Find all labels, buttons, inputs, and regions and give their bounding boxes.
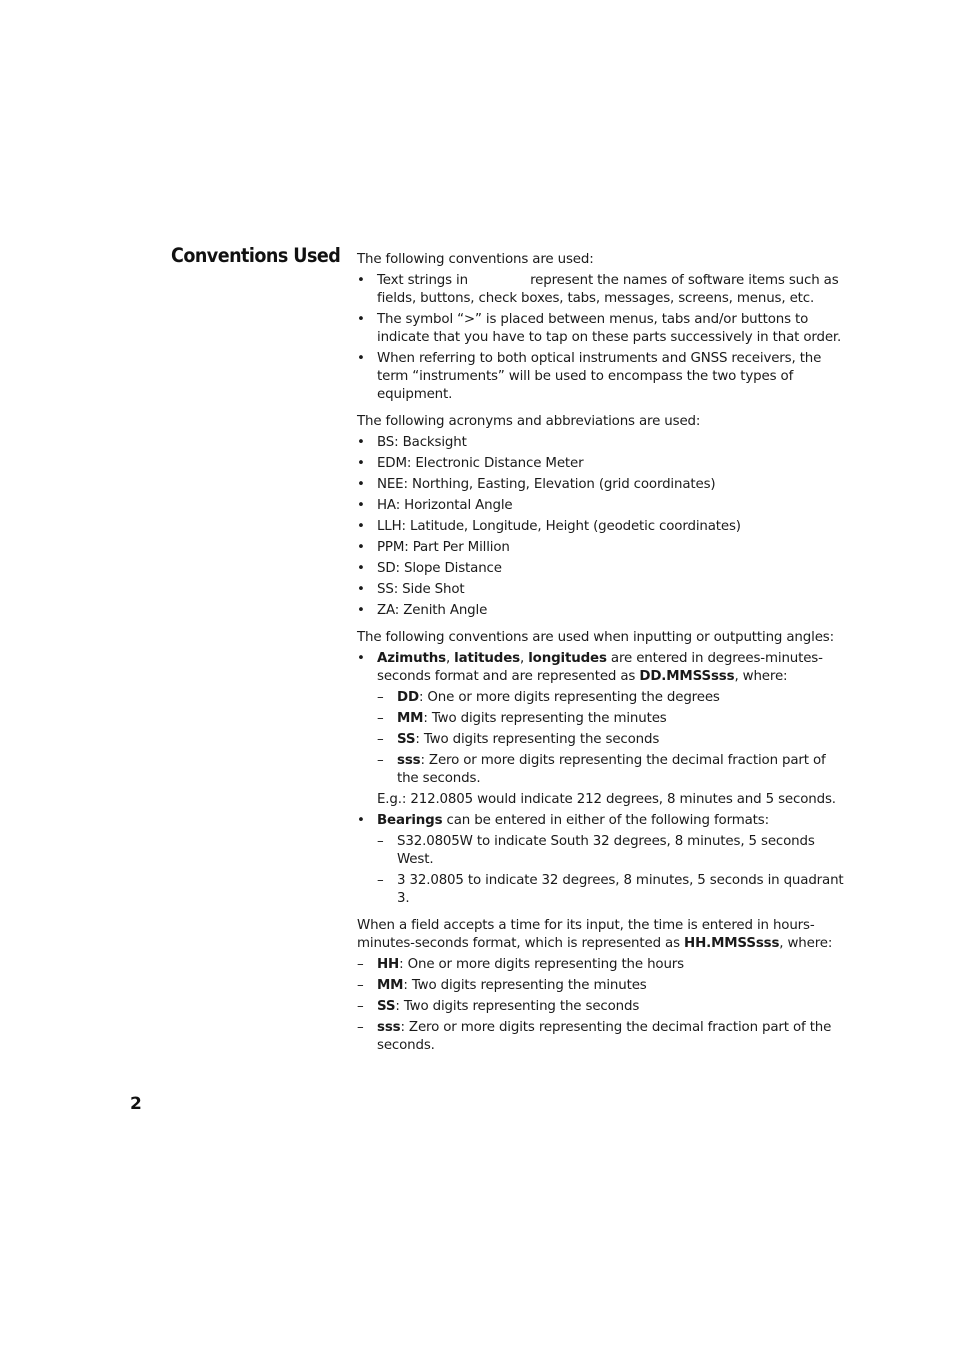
page-number: 2 [130,1094,142,1114]
bearings-text: can be entered in either of the following formats: [442,813,769,828]
acronym-item: • NEE: Northing, Easting, Elevation (grid coordinates) [357,476,849,494]
azimuth-format: DD.MMSSsss [639,669,735,684]
list-item: • When referring to both optical instruments and GNSS receivers, the term “instruments” will be used to encompass the two types of equipment. [357,350,849,404]
format-part [357,1019,849,1055]
format-part [357,998,849,1016]
conventions-list [357,272,849,404]
format-key: SS [377,999,396,1014]
acronym-item: • BS: Backsight [357,434,849,452]
term-longitudes: longitudes [528,651,607,666]
time-text: When a field accepts a time for its input, the time is entered in hours-minutes-seconds format, which is represented as [357,918,815,951]
format-part [357,977,849,995]
separator: , [520,651,529,666]
acronym-item: • ZA: Zenith Angle [357,602,849,620]
format-part [377,710,849,728]
acronyms-list [357,434,849,620]
format-desc: : Two digits representing the minutes [403,978,647,993]
azimuth-format-parts [377,689,849,788]
angles-intro: The following conventions are used when inputting or outputting angles: [357,630,834,645]
format-desc: : One or more digits representing the hours [399,957,684,972]
azimuths-item [357,650,849,809]
format-key: MM [377,978,404,993]
acronym-item: • PPM: Part Per Million [357,539,849,557]
term-azimuths: Azimuths [377,651,446,666]
time-format: HH.MMSSsss [684,936,780,951]
format-key: MM [397,711,424,726]
acronym-item: • EDM: Electronic Distance Meter [357,455,849,473]
format-part [377,689,849,707]
bearings-item [357,812,849,908]
item-text-post: represent the names of software items such as fields, buttons, check boxes, tabs, messages, screens, menus, etc. [377,273,839,306]
item-text-pre: Text strings in [377,273,468,288]
list-item: • The symbol “>” is placed between menus, tabs and/or buttons to indicate that you have to tap on these parts successively in that order. [357,311,849,347]
format-key: sss [397,753,421,768]
main-content [357,251,849,1058]
time-format-parts [357,956,849,1055]
acronyms-intro: The following acronyms and abbreviations are used: [357,414,701,429]
format-key: DD [397,690,419,705]
azimuths-text: are entered in degrees-minutes-seconds format and are represented as [377,651,823,684]
format-part [377,731,849,749]
acronym-item: • SD: Slope Distance [357,560,849,578]
acronym-item: • HA: Horizontal Angle [357,497,849,515]
format-part [377,752,849,788]
time-suffix: , where: [779,936,833,951]
time-intro [357,917,849,953]
format-key: HH [377,957,400,972]
angles-list [357,650,849,908]
format-key: sss [377,1020,401,1035]
format-desc: : Two digits representing the seconds [395,999,640,1014]
acronym-item: • LLH: Latitude, Longitude, Height (geodetic coordinates) [357,518,849,536]
bearing-format: – 3 32.0805 to indicate 32 degrees, 8 minutes, 5 seconds in quadrant 3. [377,872,849,908]
term-latitudes: latitudes [454,651,520,666]
term-bearings: Bearings [377,813,443,828]
format-part [357,956,849,974]
bearing-format: – S32.0805W to indicate South 32 degrees, 8 minutes, 5 seconds West. [377,833,849,869]
bearing-formats [377,833,849,908]
conventions-intro: The following conventions are used: [357,252,594,267]
acronym-item: • SS: Side Shot [357,581,849,599]
format-desc: : Zero or more digits representing the decimal fraction part of the seconds. [377,1020,832,1053]
format-desc: : Two digits representing the seconds [415,732,660,747]
azimuth-example: E.g.: 212.0805 would indicate 212 degrees, 8 minutes and 5 seconds. [377,792,836,807]
azimuths-suffix: , where: [734,669,788,684]
separator: , [445,651,455,666]
section-title: Conventions Used [171,244,341,267]
format-desc: : Two digits representing the minutes [423,711,667,726]
format-key: SS [397,732,416,747]
format-desc: : Zero or more digits representing the decimal fraction part of the seconds. [397,753,826,786]
format-desc: : One or more digits representing the degrees [418,690,720,705]
list-item [357,272,849,308]
